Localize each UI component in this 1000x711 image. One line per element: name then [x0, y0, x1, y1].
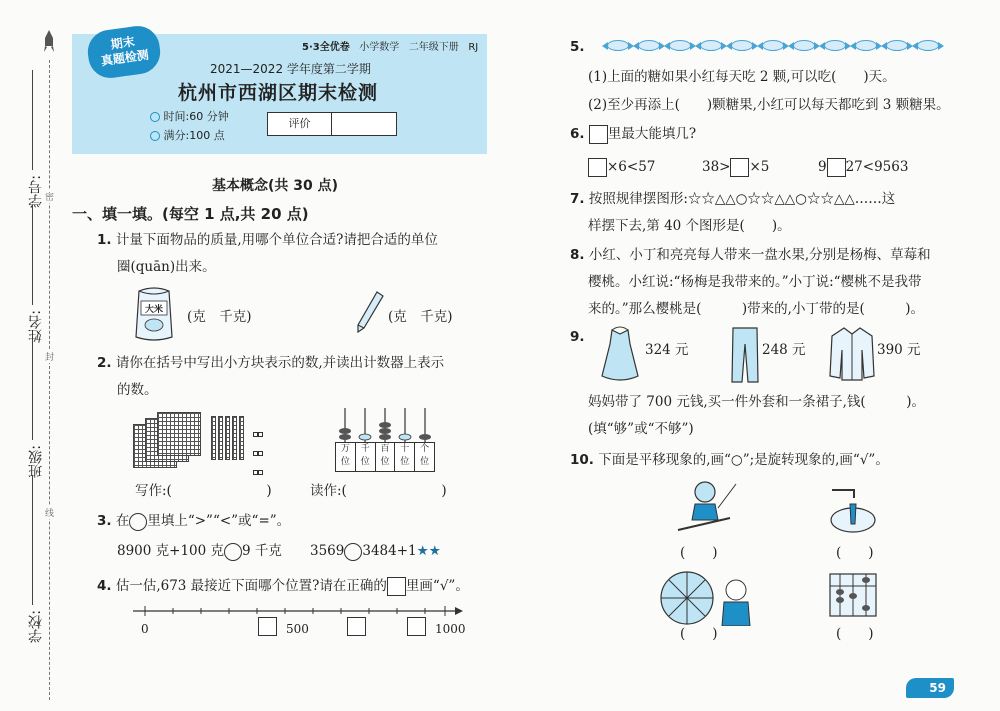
seal-mark-xian: 线	[45, 506, 54, 519]
subject: 小学数学	[359, 42, 400, 53]
candy-icon	[607, 40, 629, 51]
badge-line-2: 真题检测	[100, 47, 150, 69]
abacus-base	[335, 442, 435, 472]
abacus-label: 个 位	[420, 444, 430, 467]
q3-line	[97, 512, 290, 531]
q10-text: 下面是平移现象的,画“○”;是旋转现象的,画“√”。	[598, 452, 889, 468]
ten-rod	[239, 416, 244, 460]
q2-text-2: 的数。	[117, 382, 158, 398]
part1-title: 一、填一填。(每空 1 点,共 20 点)	[72, 205, 309, 223]
q3-text-b: 里填上“>”“<”或“=”。	[147, 513, 291, 529]
dress-image	[598, 326, 642, 384]
rice-bag-image	[133, 285, 175, 343]
ten-rod	[218, 416, 223, 460]
position-box-1[interactable]	[258, 617, 277, 636]
clock-icon	[150, 112, 160, 122]
unit-cubes	[253, 422, 267, 462]
badge-line-1: 期末	[109, 34, 136, 52]
pants-price: 248 元	[762, 342, 806, 358]
tick-label-0: 0	[141, 622, 149, 636]
q8-line1	[570, 246, 931, 264]
q2-line1	[97, 354, 444, 372]
q1-text-2: 圈(quān)出来。	[117, 259, 216, 275]
candy-icon	[638, 40, 660, 51]
candy-icon	[669, 40, 691, 51]
seal-mark-mi: 密	[45, 190, 54, 203]
score-info	[150, 127, 225, 143]
q5-part1: (1)上面的糖如果小红每天吃 2 颗,可以吃( )天。	[588, 69, 896, 85]
q4-text-b: 里画“√”。	[405, 578, 469, 594]
answer-box	[387, 577, 406, 596]
candy-icon	[700, 40, 722, 51]
school-label: 学校:	[28, 610, 44, 643]
q3-exercise-b	[310, 542, 441, 561]
number-line	[133, 603, 466, 643]
q9-text-2: (填“够”或“不够”)	[588, 421, 694, 437]
q2-read-answer[interactable]: 读作:( )	[310, 483, 447, 499]
difficulty-stars: ★★	[416, 543, 441, 559]
hundred-blocks	[133, 410, 263, 472]
q2-text-1: 请你在括号中写出小方块表示的数,并读出计数器上表示	[115, 355, 445, 371]
q7-text-2: 样摆下去,第 40 个图形是( )。	[588, 218, 791, 234]
q10-answer-1[interactable]: ( )	[680, 545, 718, 561]
q5-number: 5.	[570, 39, 585, 55]
q3-a-left: 8900 克+100 克	[117, 543, 225, 559]
q8-number: 8.	[570, 247, 585, 263]
q3-b-left: 3569	[310, 543, 345, 559]
binding-strip	[0, 0, 68, 711]
q6-expr-3b: 27<9563	[845, 159, 909, 175]
cut-line	[49, 60, 50, 700]
series-name: 5·3全优卷	[302, 42, 350, 53]
ten-rod	[225, 416, 230, 460]
q1-number: 1.	[97, 232, 112, 248]
pencil-image	[355, 290, 385, 334]
school-field[interactable]	[32, 475, 33, 605]
q9-text-1: 妈妈带了 700 元钱,买一件外套和一条裙子,钱( )。	[588, 394, 925, 410]
candy-icon	[917, 40, 939, 51]
candy-icon	[886, 40, 908, 51]
q2-number: 2.	[97, 355, 112, 371]
q6-expr-3a: 9	[817, 159, 827, 175]
q1-text-1: 计量下面物品的质量,用哪个单位合适?请把合适的单位	[115, 232, 438, 248]
rocket-icon	[44, 30, 54, 52]
faucet-image	[826, 480, 880, 536]
evaluation-label: 评价	[268, 113, 332, 135]
position-box-2[interactable]	[347, 617, 366, 636]
page-number: 59	[906, 678, 954, 698]
time-info	[150, 108, 229, 124]
q5-candies	[570, 38, 948, 56]
q5-part2: (2)至少再添上( )颗糖果,小红可以每天都吃到 3 颗糖果。	[588, 97, 950, 113]
q3-b-right: 3484+1	[362, 543, 417, 559]
candy-icon	[762, 40, 784, 51]
school-year: 2021—2022 学年度第二学期	[210, 62, 371, 76]
q6-number: 6.	[570, 126, 585, 142]
answer-circle[interactable]	[224, 543, 242, 561]
candy-icon	[855, 40, 877, 51]
series-info	[302, 38, 478, 53]
class-field[interactable]	[32, 340, 33, 440]
q4-number: 4.	[97, 578, 112, 594]
candy-icon	[731, 40, 753, 51]
score-label: 满分:100 点	[163, 129, 225, 142]
skier-image	[670, 478, 740, 538]
coat-image	[828, 326, 876, 382]
hundred-block	[157, 412, 201, 456]
position-box-3[interactable]	[407, 617, 426, 636]
q3-number: 3.	[97, 513, 112, 529]
abacus-label: 万 位	[336, 443, 356, 471]
candy-icon	[824, 40, 846, 51]
q2-write-answer[interactable]: 写作:( )	[135, 483, 272, 499]
abacus	[335, 406, 435, 474]
pants-image	[730, 326, 760, 384]
q10-answer-3[interactable]: ( )	[680, 626, 718, 642]
q7-text-1: 按照规律摆图形:☆☆△△○☆☆△△○☆☆△△……这	[588, 191, 896, 207]
candy-icon	[793, 40, 815, 51]
tick-label-1000: 1000	[435, 622, 466, 636]
answer-circle[interactable]	[129, 513, 147, 531]
abacus-label: 千 位	[356, 443, 376, 471]
answer-box	[589, 125, 608, 144]
q6-expr-2b: ×5	[749, 159, 770, 175]
page-title: 杭州市西湖区期末检测	[178, 82, 379, 104]
q3-text-a: 在	[115, 513, 130, 529]
q10-answer-2[interactable]: ( )	[836, 545, 874, 561]
q8-text-2: 樱桃。小红说:“杨梅是我带来的。”小丁说:“樱桃不是我带	[588, 274, 922, 290]
q6-text: 里最大能填几?	[607, 126, 697, 142]
name-field[interactable]	[32, 205, 33, 305]
q4-text-a: 估一估,673 最接近下面哪个位置?请在正确的	[115, 578, 387, 594]
grade: 二年级下册	[408, 42, 459, 53]
rice-bag-label: 大米	[144, 305, 163, 315]
wheel-image	[660, 570, 760, 626]
time-label: 时间:60 分钟	[163, 110, 229, 123]
q1-option-pencil[interactable]: (克 千克)	[388, 309, 453, 325]
edition: RJ	[468, 42, 479, 53]
answer-box[interactable]	[588, 158, 607, 177]
class-label: 班级:	[28, 445, 44, 478]
ten-rod	[232, 416, 237, 460]
abacus-image	[828, 572, 878, 618]
abacus-label: 百 位	[376, 443, 396, 471]
q7-number: 7.	[570, 191, 585, 207]
q9-number: 9.	[570, 329, 585, 345]
answer-box[interactable]	[827, 158, 846, 177]
q10-number: 10.	[570, 452, 594, 468]
q1-option-rice[interactable]: (克 千克)	[187, 309, 252, 325]
q10-answer-4[interactable]: ( )	[836, 626, 874, 642]
student-id-field[interactable]	[32, 70, 33, 170]
name-label: 姓名:	[28, 310, 44, 343]
evaluation-box[interactable]	[267, 112, 397, 136]
q8-text-1: 小红、小丁和亮亮每人带来一盘水果,分别是杨梅、草莓和	[588, 247, 931, 263]
q1-line1	[97, 231, 438, 249]
student-id-label: 学号:	[28, 175, 44, 208]
section-header: 基本概念(共 30 点)	[212, 178, 339, 194]
q4-line	[97, 577, 469, 596]
q3-exercise-a	[117, 542, 282, 561]
q6-line	[570, 125, 696, 144]
q3-a-right: 9 千克	[242, 543, 282, 559]
answer-circle[interactable]	[344, 543, 362, 561]
coat-price: 390 元	[877, 342, 921, 358]
q8-text-3: 来的。”那么樱桃是( )带来的,小丁带的是( )。	[588, 301, 925, 317]
q6-exercises	[588, 158, 908, 177]
ten-rod	[211, 416, 216, 460]
seal-mark-feng: 封	[45, 350, 54, 363]
q6-expr-1: ×6<57	[607, 159, 656, 175]
q6-expr-2a: 38>	[701, 159, 731, 175]
answer-box[interactable]	[730, 158, 749, 177]
tick-label-500: 500	[286, 622, 309, 636]
check-icon	[150, 131, 160, 141]
q7-line1	[570, 190, 895, 208]
abacus-label: 十 位	[395, 443, 415, 471]
dress-price: 324 元	[645, 342, 689, 358]
q10-line	[570, 451, 889, 469]
